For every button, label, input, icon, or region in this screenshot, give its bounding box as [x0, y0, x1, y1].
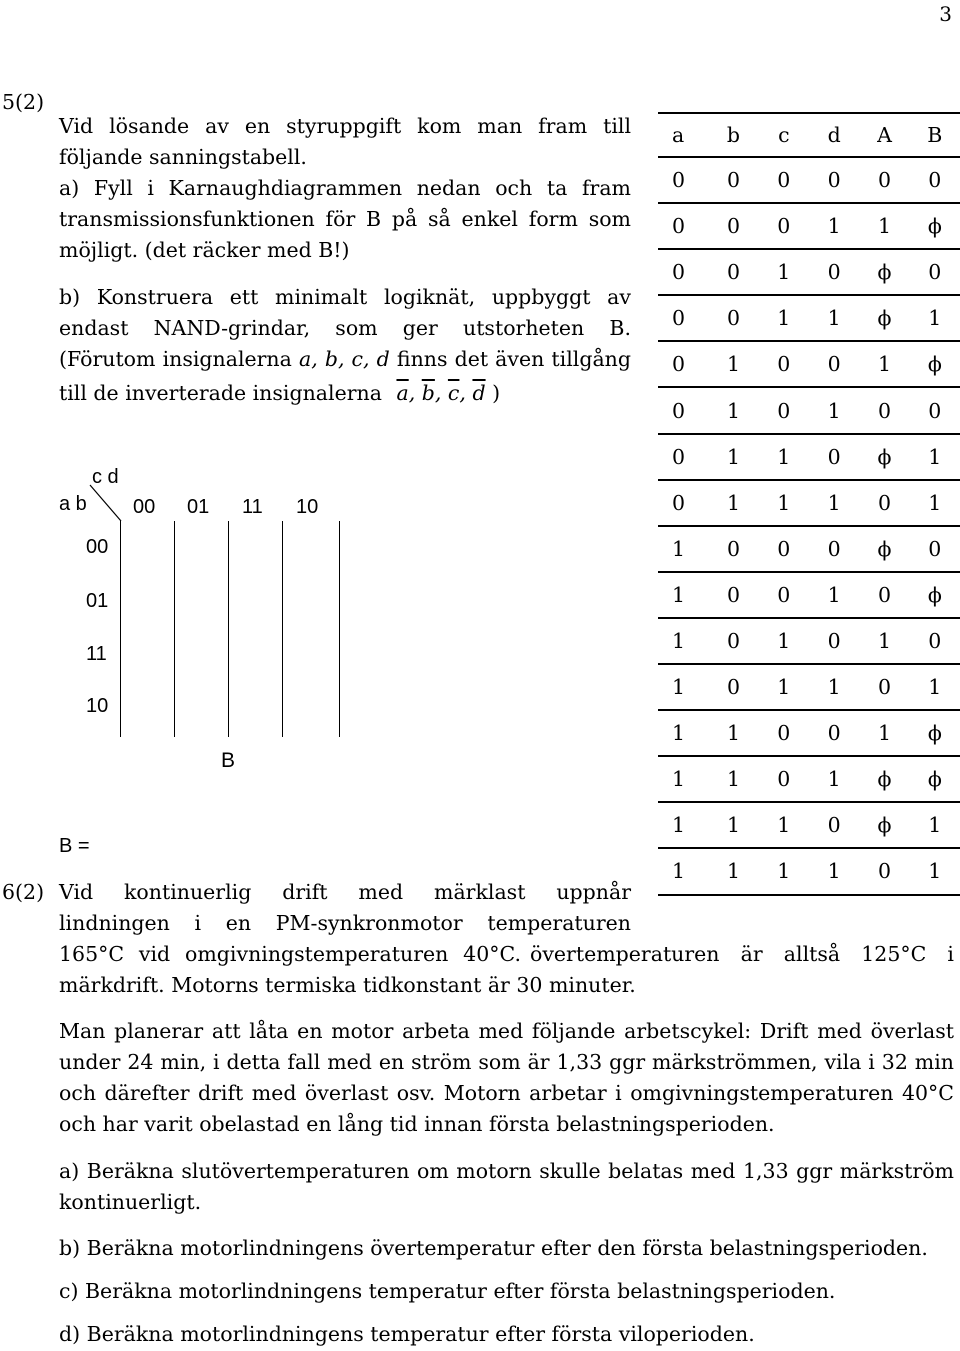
truth-table-cell: ϕ	[859, 802, 909, 848]
truth-table-cell: 1	[708, 480, 758, 526]
question-6-intro	[59, 877, 631, 939]
truth-table-cell: 1	[658, 710, 708, 756]
truth-table-row	[658, 480, 960, 526]
truth-table-cell: ϕ	[859, 526, 909, 572]
truth-table-row	[658, 618, 960, 664]
truth-table-cell: ϕ	[910, 710, 960, 756]
truth-table-cell: 1	[759, 295, 809, 341]
truth-table-cell: 0	[910, 249, 960, 295]
truth-table-cell: 0	[859, 387, 909, 433]
q5-line-6: b) Konstruera ett minimalt logiknät, uppbyggt av	[59, 285, 631, 309]
truth-table-row	[658, 203, 960, 249]
q6-intro-line-4: övertemperaturen är alltså 125°C i	[530, 942, 954, 966]
truth-table-cell: 0	[809, 434, 859, 480]
truth-table-cell: 0	[910, 526, 960, 572]
kmap-col-var-label: c d	[92, 466, 119, 488]
truth-table-cell: 0	[658, 249, 708, 295]
truth-table-cell: 0	[759, 572, 809, 618]
truth-table-cell: 0	[708, 203, 758, 249]
kmap-row-header: 00	[86, 536, 109, 558]
truth-table-cell: 0	[759, 526, 809, 572]
truth-table-cell: 1	[708, 341, 758, 387]
kmap-col-header: 11	[242, 496, 263, 518]
kmap-row-var-label: a b	[59, 493, 87, 515]
truth-table-header-cell: B	[910, 113, 960, 157]
q6-para-line-2: under 24 min, i detta fall med en ström som är 1,33 ggr märkströmmen, vila i 32 min	[59, 1050, 954, 1074]
truth-table-cell: 0	[809, 526, 859, 572]
truth-table-cell: 0	[759, 710, 809, 756]
truth-table-cell: 1	[910, 802, 960, 848]
truth-table-cell: 0	[809, 710, 859, 756]
inverted-a: $\overline{a}$	[396, 381, 409, 405]
truth-table-cell: ϕ	[910, 756, 960, 802]
question-6a	[59, 1156, 954, 1218]
q5-line-4: transmissionsfunktionen för B på så enkel form som	[59, 207, 631, 231]
truth-table-cell: 1	[910, 295, 960, 341]
truth-table-row	[658, 387, 960, 433]
truth-table-cell: 1	[708, 387, 758, 433]
truth-table-cell: 1	[809, 756, 859, 802]
truth-table-row	[658, 157, 960, 203]
truth-table-cell: 0	[809, 249, 859, 295]
truth-table-cell: 0	[708, 249, 758, 295]
kmap-divider	[282, 521, 283, 737]
truth-table-cell: 1	[658, 572, 708, 618]
truth-table-cell: 0	[708, 664, 758, 710]
truth-table-cell: 0	[809, 802, 859, 848]
truth-table-cell: 1	[759, 618, 809, 664]
q6-para-line-3: och därefter drift med överlast osv. Motorn arbetar i omgivningstemperaturen 40°C	[59, 1081, 954, 1105]
q5-line-9-post: )	[492, 381, 501, 405]
truth-table-row	[658, 710, 960, 756]
truth-table-header-cell: c	[759, 113, 809, 157]
truth-table-cell: 0	[658, 387, 708, 433]
truth-table-cell: 0	[859, 157, 909, 203]
truth-table-cell: 1	[708, 802, 758, 848]
truth-table-cell: 0	[759, 341, 809, 387]
question-6-paragraph	[59, 1016, 954, 1140]
truth-table-row	[658, 572, 960, 618]
truth-table-cell: 0	[859, 480, 909, 526]
truth-table-cell: 1	[809, 387, 859, 433]
question-6c: c) Beräkna motorlindningens temperatur efter första belastningsperioden.	[59, 1279, 836, 1303]
q5-line-8-pre: (Förutom insignalerna	[59, 347, 292, 371]
truth-table-cell: 1	[859, 203, 909, 249]
question-6b: b) Beräkna motorlindningens övertemperatur efter den första belastningsperioden.	[59, 1236, 928, 1260]
truth-table-cell: 1	[910, 480, 960, 526]
truth-table-header-cell: b	[708, 113, 758, 157]
kmap-row-header: 10	[86, 695, 109, 717]
truth-table-cell: 1	[859, 341, 909, 387]
truth-table-cell: 1	[658, 526, 708, 572]
truth-table-cell: 0	[759, 387, 809, 433]
kmap-result-label: B =	[59, 835, 90, 857]
truth-table-cell: 1	[809, 664, 859, 710]
q5-line-5: möjligt. (det räcker med B!)	[59, 238, 350, 262]
truth-table-cell: 0	[859, 848, 909, 894]
truth-table-cell: 0	[910, 618, 960, 664]
truth-table-cell: 0	[759, 756, 809, 802]
truth-table-cell: 1	[910, 434, 960, 480]
q6-intro-line-3: 165°C vid omgivningstemperaturen 40°C.	[59, 942, 521, 966]
truth-table-cell: ϕ	[910, 203, 960, 249]
truth-table-cell: 1	[910, 848, 960, 894]
truth-table-header-row	[658, 113, 960, 157]
truth-table-cell: 0	[708, 618, 758, 664]
truth-table-cell: 1	[658, 618, 708, 664]
kmap-divider	[174, 521, 175, 737]
kmap-divider	[228, 521, 229, 737]
q5-line-9-pre: till de inverterade insignalerna	[59, 381, 382, 405]
kmap-title: B	[221, 749, 236, 772]
truth-table-cell: 0	[708, 295, 758, 341]
inverted-d: $\overline{d}$	[472, 381, 486, 405]
question-6-number: 6(2)	[2, 880, 45, 904]
truth-table-cell: ϕ	[859, 249, 909, 295]
page-number: 3	[939, 2, 952, 26]
truth-table-cell: 1	[759, 249, 809, 295]
truth-table-header-cell: A	[859, 113, 909, 157]
truth-table-row	[658, 249, 960, 295]
truth-table-cell: 1	[759, 802, 809, 848]
truth-table-row	[658, 295, 960, 341]
truth-table-row	[658, 526, 960, 572]
q6-para-line-4: och har varit obelastad en lång tid innan första belastningsperioden.	[59, 1112, 775, 1136]
truth-table-cell: 1	[658, 802, 708, 848]
q5-line-8-post: finns det även tillgång	[396, 347, 631, 371]
truth-table-cell: 0	[910, 387, 960, 433]
truth-table-row	[658, 434, 960, 480]
karnaugh-grid[interactable]	[120, 521, 340, 737]
truth-table-cell: 1	[859, 710, 909, 756]
truth-table-header-cell: d	[809, 113, 859, 157]
truth-table-cell: 1	[759, 434, 809, 480]
inverted-b: $\overline{b}$	[421, 381, 435, 405]
q6-intro-line-5: märkdrift. Motorns termiska tidkonstant är 30 minuter.	[59, 973, 636, 997]
truth-table-cell: ϕ	[859, 434, 909, 480]
truth-table-cell: 0	[658, 341, 708, 387]
truth-table-cell: 0	[809, 157, 859, 203]
truth-table-cell: 0	[859, 572, 909, 618]
question-6d: d) Beräkna motorlindningens temperatur efter första viloperioden.	[59, 1322, 755, 1346]
truth-table-cell: ϕ	[859, 756, 909, 802]
q6a-line-1: a) Beräkna slutövertemperaturen om motorn skulle belatas med 1,33 ggr märkström	[59, 1159, 954, 1183]
inverted-c: $\overline{c}$	[447, 381, 460, 405]
truth-table-cell: 0	[658, 434, 708, 480]
kmap-col-header: 10	[296, 496, 319, 518]
truth-table-cell: 1	[759, 848, 809, 894]
truth-table-cell: 0	[708, 526, 758, 572]
truth-table-cell: ϕ	[910, 341, 960, 387]
truth-table-header-cell: a	[658, 113, 708, 157]
q6-para-line-1: Man planerar att låta en motor arbeta med följande arbetscykel: Drift med överlast	[59, 1019, 954, 1043]
q6-intro-line-1: Vid kontinuerlig drift med märklast uppnår	[59, 880, 631, 904]
q6a-line-2: kontinuerligt.	[59, 1190, 202, 1214]
truth-table-row	[658, 341, 960, 387]
q6-intro-line-3-row	[59, 939, 954, 970]
truth-table-cell: ϕ	[910, 572, 960, 618]
truth-table-cell: 0	[809, 341, 859, 387]
truth-table-cell: 0	[658, 295, 708, 341]
truth-table-row	[658, 802, 960, 848]
truth-table-cell: 1	[658, 756, 708, 802]
q5-line-3: a) Fyll i Karnaughdiagrammen nedan och ta fram	[59, 176, 631, 200]
question-5-number: 5(2)	[2, 90, 45, 114]
truth-table-cell: 1	[859, 618, 909, 664]
kmap-row-header: 01	[86, 590, 109, 612]
truth-table-cell: 1	[759, 480, 809, 526]
kmap-col-header: 01	[187, 496, 210, 518]
truth-table-row	[658, 848, 960, 894]
truth-table-cell: ϕ	[859, 295, 909, 341]
truth-table-cell: 1	[809, 203, 859, 249]
truth-table-cell: 0	[759, 203, 809, 249]
q6-intro-line-2: lindningen i en PM-synkronmotor temperaturen	[59, 911, 631, 935]
truth-table-cell: 1	[809, 295, 859, 341]
q5-line-1: Vid lösande av en styruppgift kom man fram till	[59, 114, 631, 138]
truth-table-cell: 1	[809, 848, 859, 894]
truth-table-cell: 1	[809, 480, 859, 526]
truth-table-cell: 0	[708, 572, 758, 618]
truth-table-cell: 1	[910, 664, 960, 710]
q5-line-8-vars: a, b, c, d	[298, 347, 390, 371]
inverted-signals: $\overline{a}$, $\overline{b}$, $\overline{c}$, $\overline{d}$	[396, 381, 486, 405]
truth-table	[658, 112, 960, 896]
kmap-row-header: 11	[86, 643, 107, 665]
truth-table-cell: 0	[910, 157, 960, 203]
truth-table-cell: 1	[708, 710, 758, 756]
truth-table-cell: 1	[658, 664, 708, 710]
q5-line-2: följande sanningstabell.	[59, 145, 307, 169]
truth-table-cell: 1	[759, 664, 809, 710]
truth-table-cell: 0	[658, 480, 708, 526]
truth-table-cell: 0	[658, 157, 708, 203]
truth-table-cell: 0	[759, 157, 809, 203]
truth-table-cell: 0	[809, 618, 859, 664]
truth-table-cell: 0	[708, 157, 758, 203]
truth-table-cell: 0	[859, 664, 909, 710]
truth-table-cell: 1	[658, 848, 708, 894]
truth-table-row	[658, 664, 960, 710]
truth-table-row	[658, 756, 960, 802]
q5-line-7: endast NAND-grindar, som ger utstorheten B.	[59, 316, 631, 340]
truth-table-cell: 0	[658, 203, 708, 249]
truth-table-cell: 1	[708, 434, 758, 480]
truth-table-cell: 1	[809, 572, 859, 618]
truth-table-cell: 1	[708, 848, 758, 894]
truth-table-cell: 1	[708, 756, 758, 802]
kmap-col-header: 00	[133, 496, 156, 518]
